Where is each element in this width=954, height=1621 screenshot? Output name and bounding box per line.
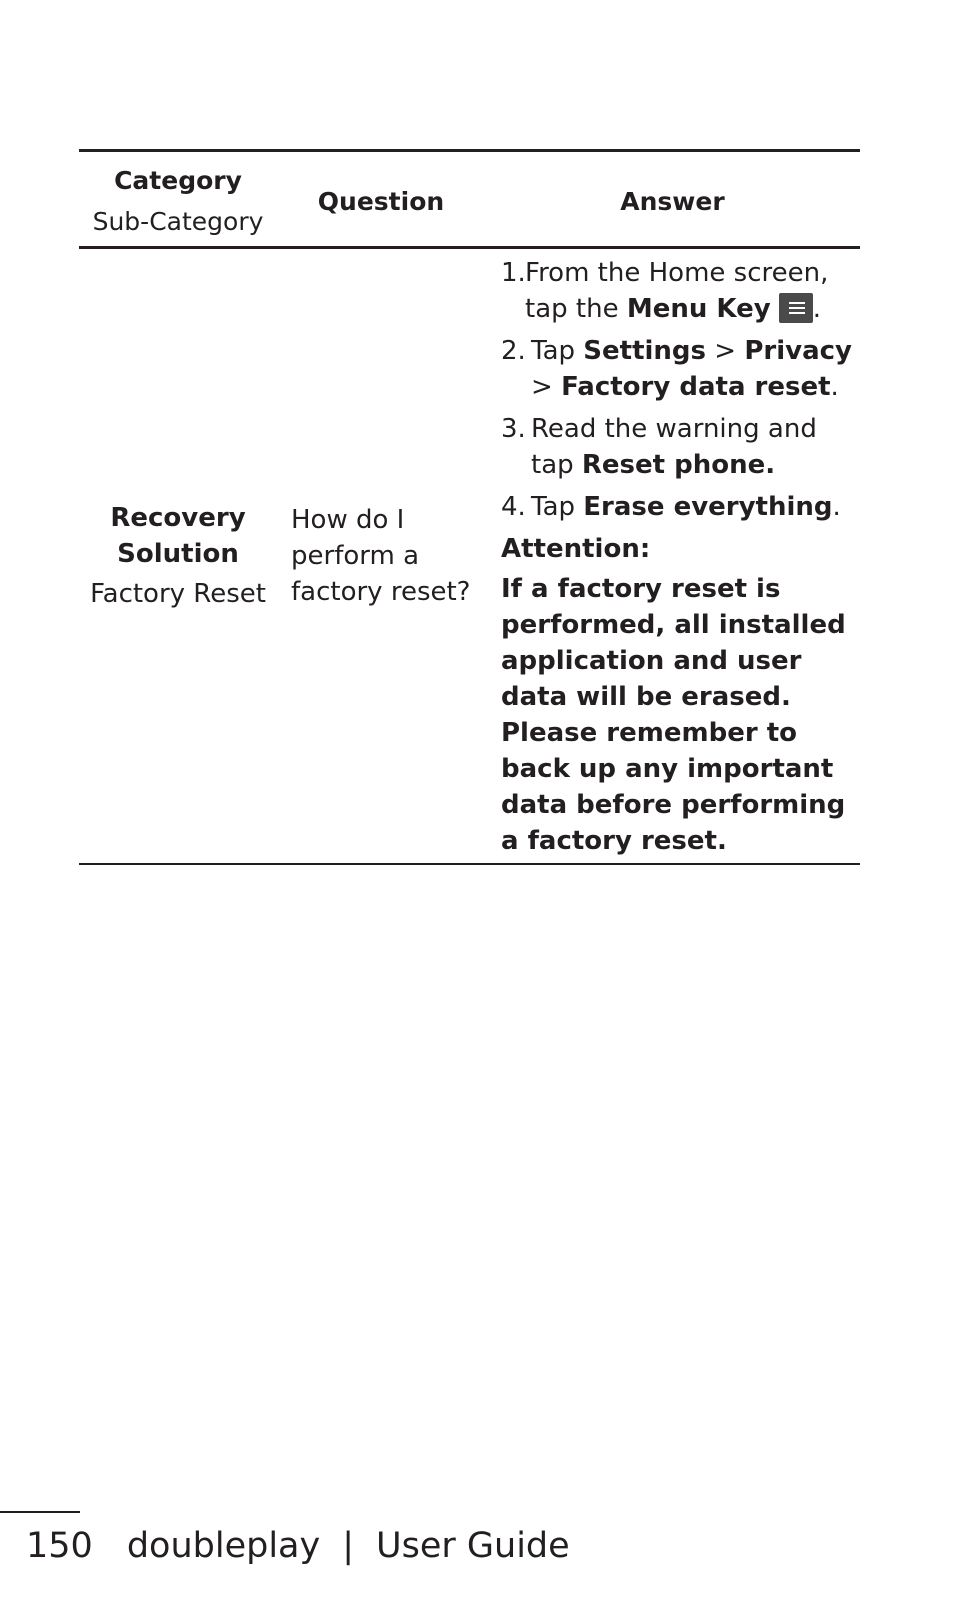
step-end: . <box>812 294 821 324</box>
header-category: Category <box>114 166 242 195</box>
step-text: Read the warning and tap <box>531 414 817 480</box>
step-4 <box>501 489 852 525</box>
page-footer <box>26 1522 570 1570</box>
category-name: Recovery Solution <box>110 503 246 569</box>
step-bold-privacy: Privacy <box>744 336 852 366</box>
category-cell <box>79 248 277 865</box>
menu-icon <box>779 293 813 323</box>
table-row <box>79 248 860 865</box>
step-end: . <box>830 372 839 402</box>
step-bold: Reset phone. <box>581 450 776 480</box>
step-end: . <box>832 492 841 522</box>
subcategory-name: Factory Reset <box>90 579 266 609</box>
attention-text: If a factory reset is performed, all installed application and user data will be erased. Please remember to back up any important data before performing a factory reset. <box>501 574 846 856</box>
header-answer: Answer <box>620 186 725 216</box>
header-subcategory: Sub-Category <box>92 207 264 236</box>
step-number: 3. <box>501 414 526 444</box>
step-2 <box>501 333 852 405</box>
step-text: Tap <box>531 492 584 522</box>
step-bold-reset: Factory data reset <box>561 372 831 402</box>
step-bold: Menu Key <box>626 294 771 324</box>
steps-list <box>501 255 852 525</box>
faq-table <box>79 149 860 865</box>
page-number: 150 <box>26 1526 93 1566</box>
step-text: From the Home screen, tap the <box>525 258 829 324</box>
step-3 <box>501 411 852 483</box>
footer-rule <box>0 1511 80 1513</box>
step-number: 4. <box>501 492 526 522</box>
step-number: 2. <box>501 336 526 366</box>
answer-cell <box>485 248 860 865</box>
attention-title: Attention: <box>501 534 651 564</box>
header-question: Question <box>317 186 445 216</box>
step-1 <box>501 255 852 327</box>
step-sep: > <box>706 336 745 366</box>
step-sep: > <box>531 372 562 402</box>
header-category-cell <box>79 151 277 248</box>
table-header-row <box>79 151 860 248</box>
question-cell <box>277 248 485 865</box>
step-bold: Erase everything <box>583 492 833 522</box>
footer-separator: | <box>342 1526 354 1566</box>
header-answer-cell <box>485 151 860 248</box>
step-bold-settings: Settings <box>583 336 707 366</box>
step-text: Tap <box>531 336 584 366</box>
guide-title: User Guide <box>376 1526 570 1566</box>
question-text: How do I perform a factory reset? <box>291 505 471 607</box>
step-number: 1. <box>501 258 526 288</box>
product-name: doubleplay <box>126 1526 321 1566</box>
header-question-cell <box>277 151 485 248</box>
